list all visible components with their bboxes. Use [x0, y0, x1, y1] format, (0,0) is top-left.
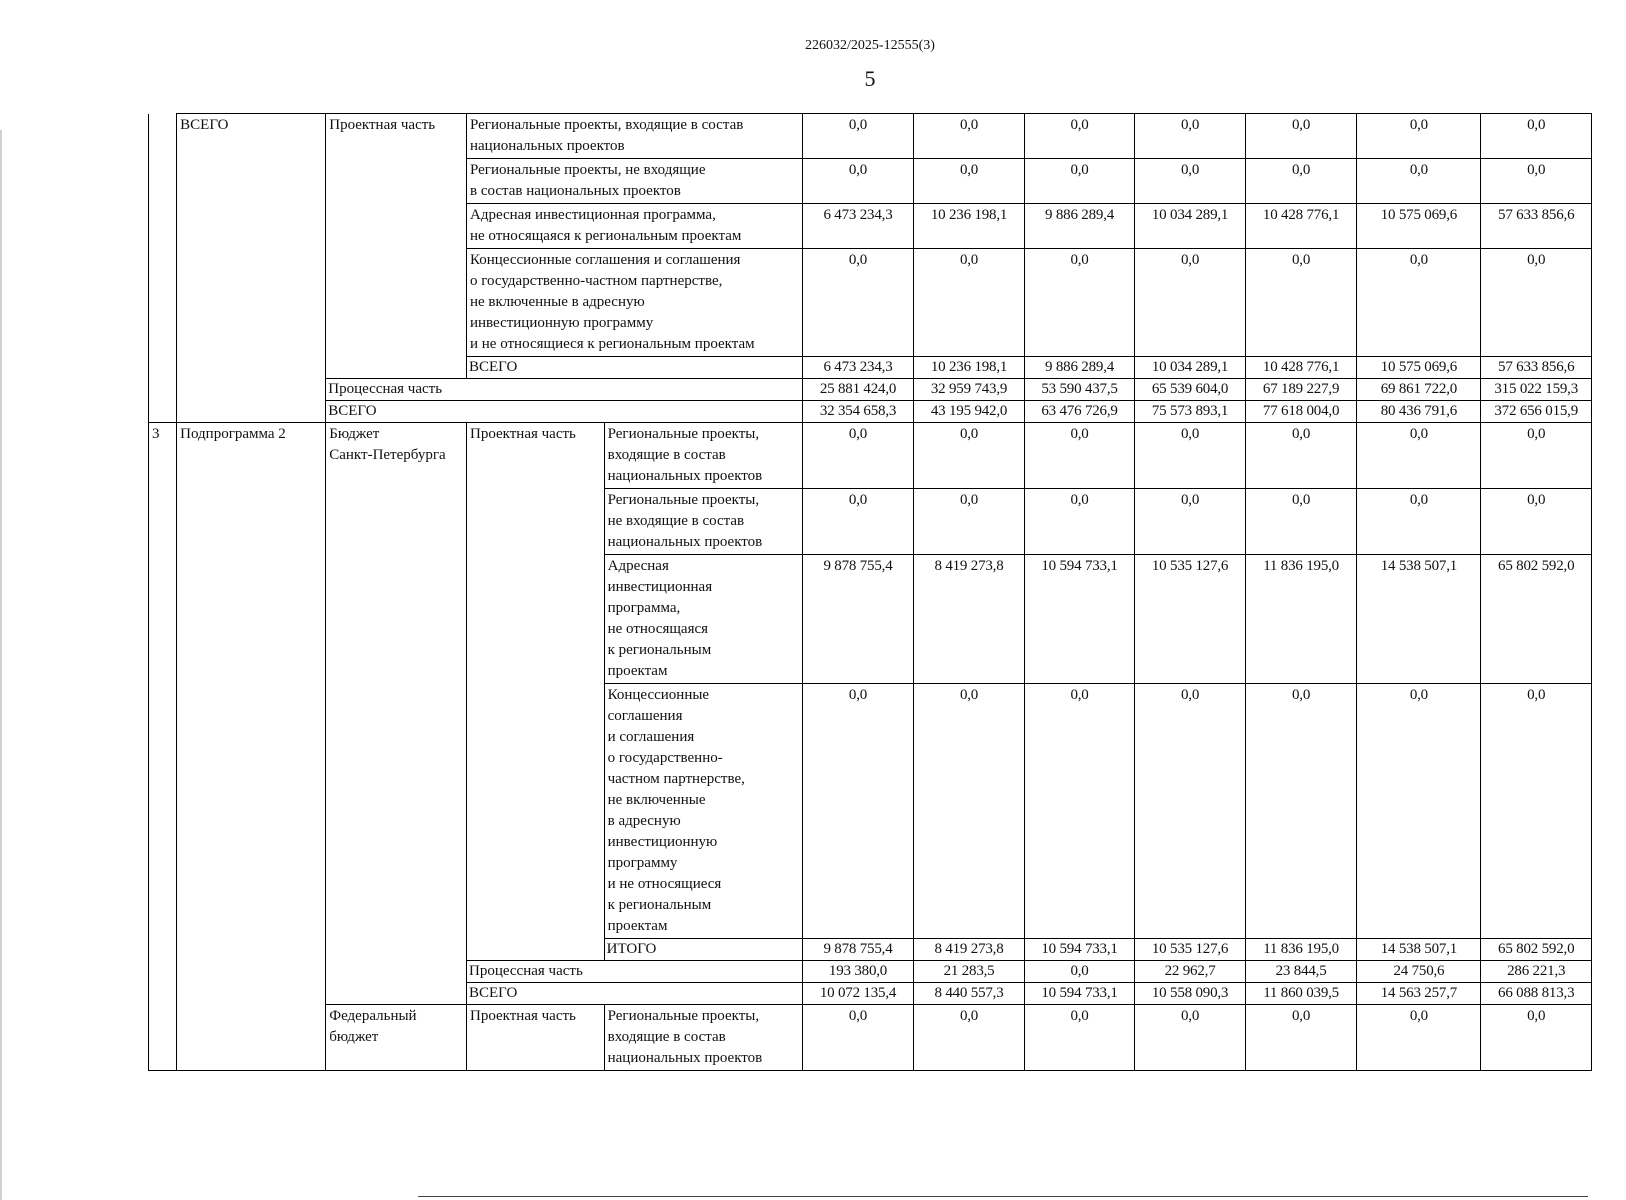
process-part-label: Процессная часть: [326, 379, 802, 401]
value-cell: 10 594 733,1: [1024, 555, 1135, 684]
value-cell: 0,0: [1357, 159, 1481, 204]
value-cell: 9 878 755,4: [802, 939, 914, 961]
value-cell: 11 860 039,5: [1245, 983, 1357, 1005]
value-cell: 9 886 289,4: [1024, 204, 1135, 249]
value-cell: 11 836 195,0: [1245, 939, 1357, 961]
category-cell: Адресная инвестиционная программа, не относящаяся к региональным проектам: [604, 555, 802, 684]
part-cell: Проектная часть: [466, 423, 604, 961]
page-number: 5: [864, 66, 876, 91]
value-cell: 0,0: [1245, 1005, 1357, 1071]
value-cell: 0,0: [914, 249, 1025, 357]
category-cell: Концессионные соглашения и соглашения о государственно-частном партнерстве, не включенные в адресную инвестиционную программу и не относящиеся к региональным проектам: [466, 249, 802, 357]
value-cell: 10 594 733,1: [1024, 939, 1135, 961]
value-cell: 0,0: [1135, 249, 1246, 357]
table-row: [149, 423, 1592, 489]
category-cell: Региональные проекты, входящие в состав национальных проектов: [604, 1005, 802, 1071]
value-cell: 0,0: [1135, 114, 1246, 159]
value-cell: 9 878 755,4: [802, 555, 914, 684]
value-cell: 0,0: [802, 1005, 914, 1071]
value-cell: 0,0: [1245, 423, 1357, 489]
value-cell: 10 594 733,1: [1024, 983, 1135, 1005]
value-cell: 10 575 069,6: [1357, 357, 1481, 379]
value-cell: 65 802 592,0: [1481, 939, 1592, 961]
value-cell: 10 535 127,6: [1135, 939, 1246, 961]
value-cell: 0,0: [802, 249, 914, 357]
value-cell: 0,0: [1481, 423, 1592, 489]
value-cell: 0,0: [1024, 423, 1135, 489]
table-row: [149, 1005, 1592, 1071]
value-cell: 14 538 507,1: [1357, 555, 1481, 684]
category-cell: Региональные проекты, не входящие в состав национальных проектов: [466, 159, 802, 204]
value-cell: 65 802 592,0: [1481, 555, 1592, 684]
value-cell: 10 034 289,1: [1135, 357, 1246, 379]
value-cell: 24 750,6: [1357, 961, 1481, 983]
value-cell: 0,0: [802, 159, 914, 204]
value-cell: 0,0: [802, 114, 914, 159]
value-cell: 0,0: [802, 423, 914, 489]
value-cell: 53 590 437,5: [1024, 379, 1135, 401]
row-number-cell: 3: [149, 423, 177, 1071]
category-cell: Адресная инвестиционная программа, не относящаяся к региональным проектам: [466, 204, 802, 249]
value-cell: 315 022 159,3: [1481, 379, 1592, 401]
value-cell: 193 380,0: [802, 961, 914, 983]
value-cell: 286 221,3: [1481, 961, 1592, 983]
document-id: 226032/2025-12555(3): [805, 38, 935, 53]
process-part-label: Процессная часть: [466, 961, 802, 983]
category-cell: Региональные проекты, входящие в состав национальных проектов: [466, 114, 802, 159]
value-cell: 0,0: [914, 684, 1025, 939]
value-cell: 0,0: [1245, 489, 1357, 555]
value-cell: 0,0: [914, 1005, 1025, 1071]
program-name-cell: Подпрограмма 2: [177, 423, 326, 1071]
total-label: ВСЕГО: [466, 983, 802, 1005]
value-cell: 0,0: [802, 489, 914, 555]
value-cell: 372 656 015,9: [1481, 401, 1592, 423]
value-cell: 32 959 743,9: [914, 379, 1025, 401]
scan-edge-mark: [0, 130, 2, 1200]
value-cell: 9 886 289,4: [1024, 357, 1135, 379]
value-cell: 0,0: [1135, 489, 1246, 555]
value-cell: 0,0: [1357, 114, 1481, 159]
value-cell: 75 573 893,1: [1135, 401, 1246, 423]
value-cell: 10 428 776,1: [1245, 204, 1357, 249]
value-cell: 57 633 856,6: [1481, 204, 1592, 249]
value-cell: 8 440 557,3: [914, 983, 1025, 1005]
value-cell: 10 558 090,3: [1135, 983, 1246, 1005]
value-cell: 0,0: [914, 159, 1025, 204]
value-cell: 25 881 424,0: [802, 379, 914, 401]
funding-table: [148, 113, 1592, 1071]
value-cell: 10 236 198,1: [914, 357, 1025, 379]
value-cell: 0,0: [1024, 249, 1135, 357]
value-cell: 10 236 198,1: [914, 204, 1025, 249]
value-cell: 0,0: [914, 489, 1025, 555]
value-cell: 0,0: [1357, 1005, 1481, 1071]
value-cell: 11 836 195,0: [1245, 555, 1357, 684]
category-cell: Региональные проекты, не входящие в состав национальных проектов: [604, 489, 802, 555]
value-cell: 0,0: [1024, 961, 1135, 983]
value-cell: 10 428 776,1: [1245, 357, 1357, 379]
value-cell: 0,0: [1135, 159, 1246, 204]
program-name-cell: ВСЕГО: [177, 114, 326, 423]
table-row: [149, 401, 1592, 423]
budget-cell: Федеральный бюджет: [326, 1005, 467, 1071]
value-cell: 77 618 004,0: [1245, 401, 1357, 423]
value-cell: 43 195 942,0: [914, 401, 1025, 423]
bottom-rule: [418, 1196, 1588, 1197]
value-cell: 0,0: [1135, 423, 1246, 489]
value-cell: 67 189 227,9: [1245, 379, 1357, 401]
value-cell: 0,0: [1357, 249, 1481, 357]
budget-cell: Бюджет Санкт-Петербурга: [326, 423, 467, 1005]
value-cell: 8 419 273,8: [914, 939, 1025, 961]
value-cell: 0,0: [1245, 114, 1357, 159]
subtotal-label: ВСЕГО: [466, 357, 802, 379]
value-cell: 22 962,7: [1135, 961, 1246, 983]
value-cell: 0,0: [1481, 489, 1592, 555]
value-cell: 32 354 658,3: [802, 401, 914, 423]
value-cell: 0,0: [1245, 249, 1357, 357]
value-cell: 0,0: [1357, 684, 1481, 939]
value-cell: 0,0: [1024, 159, 1135, 204]
value-cell: 0,0: [1024, 684, 1135, 939]
value-cell: 0,0: [914, 114, 1025, 159]
value-cell: 10 034 289,1: [1135, 204, 1246, 249]
value-cell: 63 476 726,9: [1024, 401, 1135, 423]
value-cell: 14 538 507,1: [1357, 939, 1481, 961]
value-cell: 8 419 273,8: [914, 555, 1025, 684]
value-cell: 0,0: [1481, 114, 1592, 159]
value-cell: 0,0: [1135, 684, 1246, 939]
value-cell: 0,0: [1245, 159, 1357, 204]
table-row: [149, 379, 1592, 401]
value-cell: 21 283,5: [914, 961, 1025, 983]
value-cell: 0,0: [1024, 1005, 1135, 1071]
value-cell: 0,0: [1135, 1005, 1246, 1071]
value-cell: 0,0: [1481, 1005, 1592, 1071]
part-cell: Проектная часть: [466, 1005, 604, 1071]
row-number-cell: [149, 114, 177, 423]
total-label: ВСЕГО: [326, 401, 802, 423]
value-cell: 0,0: [802, 684, 914, 939]
category-cell: Концессионные соглашения и соглашения о государственно- частном партнерстве, не включенные в адресную инвестиционную программу и не относящиеся к региональным проектам: [604, 684, 802, 939]
value-cell: 10 535 127,6: [1135, 555, 1246, 684]
category-cell: Региональные проекты, входящие в состав национальных проектов: [604, 423, 802, 489]
value-cell: 0,0: [1357, 489, 1481, 555]
itogo-label: ИТОГО: [604, 939, 802, 961]
value-cell: 0,0: [1481, 684, 1592, 939]
value-cell: 0,0: [1024, 489, 1135, 555]
value-cell: 23 844,5: [1245, 961, 1357, 983]
value-cell: 6 473 234,3: [802, 204, 914, 249]
value-cell: 66 088 813,3: [1481, 983, 1592, 1005]
value-cell: 0,0: [1357, 423, 1481, 489]
value-cell: 0,0: [1481, 159, 1592, 204]
value-cell: 10 072 135,4: [802, 983, 914, 1005]
value-cell: 6 473 234,3: [802, 357, 914, 379]
value-cell: 0,0: [1481, 249, 1592, 357]
table-row: [149, 114, 1592, 159]
value-cell: 57 633 856,6: [1481, 357, 1592, 379]
value-cell: 0,0: [1245, 684, 1357, 939]
value-cell: 0,0: [914, 423, 1025, 489]
part-cell: Проектная часть: [326, 114, 467, 379]
value-cell: 80 436 791,6: [1357, 401, 1481, 423]
value-cell: 10 575 069,6: [1357, 204, 1481, 249]
value-cell: 65 539 604,0: [1135, 379, 1246, 401]
value-cell: 14 563 257,7: [1357, 983, 1481, 1005]
value-cell: 0,0: [1024, 114, 1135, 159]
value-cell: 69 861 722,0: [1357, 379, 1481, 401]
